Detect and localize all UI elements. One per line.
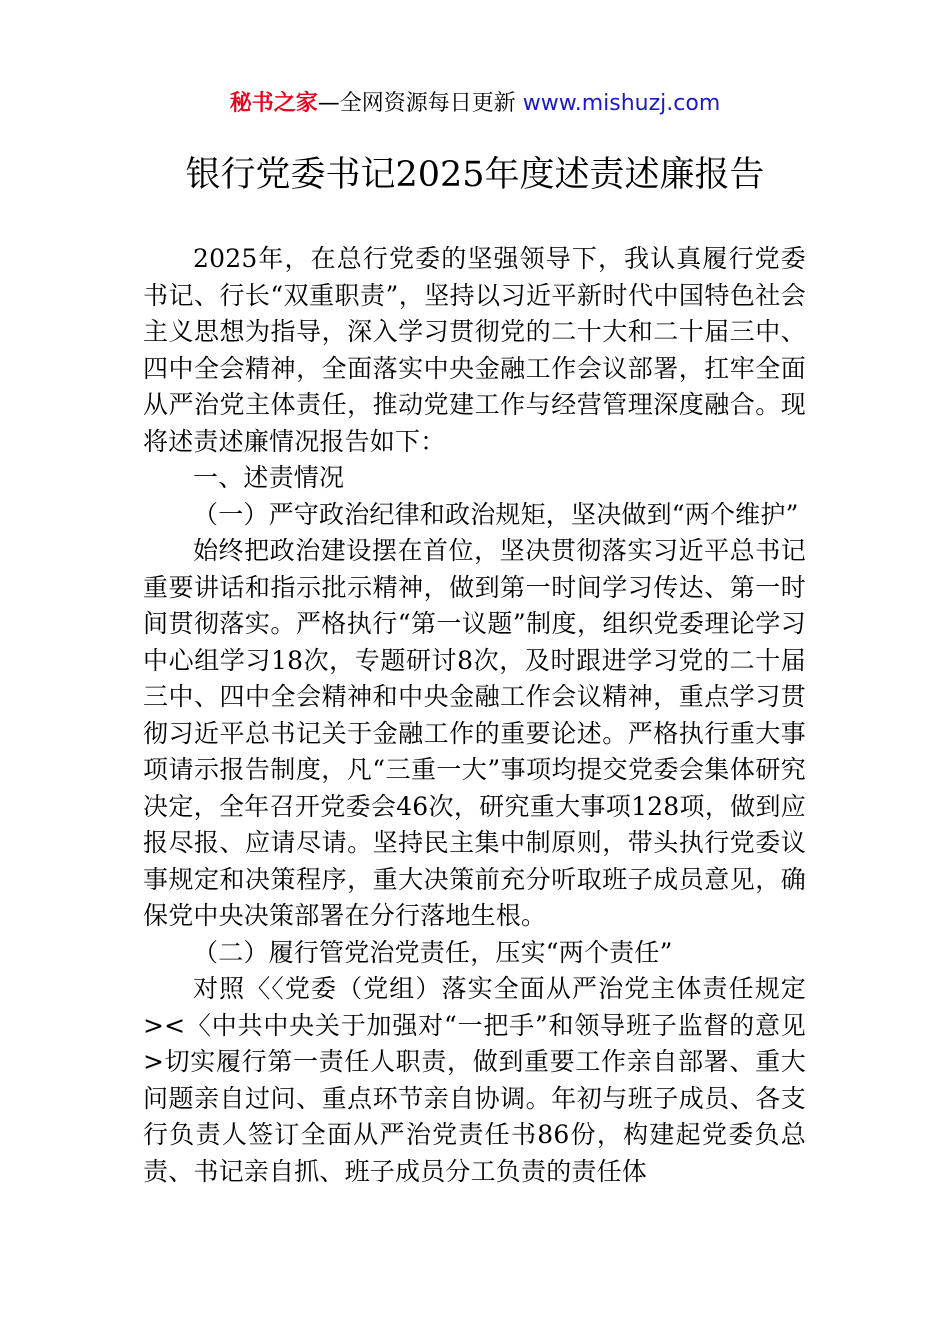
site-url-link[interactable]: www.mishuzj.com xyxy=(522,91,721,116)
site-tagline: —全网资源每日更新 xyxy=(317,91,523,116)
body-paragraph: 对照〈〈党委（党组）落实全面从严治党主体责任规定><〈中共中央关于加强对“一把手”和领导班子监督的意见>切实履行第一责任人职责，做到重要工作亲自部署、重大问题亲自过问、重点环节亲自协调。年初与班子成员、各支行负责人签订全面从严治党责任书86份，构建起党委负总责、书记亲自抓、班子成员分工负责的责任体 xyxy=(143,974,806,1186)
subsection-heading: （一）严守政治纪律和政治规矩，坚决做到“两个维护” xyxy=(193,499,799,529)
section-heading: 一、述责情况 xyxy=(193,463,345,492)
document-body xyxy=(143,241,806,1190)
document-title: 银行党委书记2025年度述责述廉报告 xyxy=(185,155,765,195)
site-header xyxy=(0,88,950,120)
body-paragraph: 始终把政治建设摆在首位，坚决贯彻落实习近平总书记重要讲话和指示批示精神，做到第一时间学习传达、第一时间贯彻落实。严格执行“第一议题”制度，组织党委理论学习中心组学习18次，专题研讨8次，及时跟进学习党的二十届三中、四中全会精神和中央金融工作会议精神，重点学习贯彻习近平总书记关于金融工作的重要论述。严格执行重大事项请示报告制度，凡“三重一大”事项均提交党委会集体研究决定，全年召开党委会46次，研究重大事项128项，做到应报尽报、应请尽请。坚持民主集中制原则，带头执行党委议事规定和决策程序，重大决策前充分听取班子成员意见，确保党中央决策部署在分行落地生根。 xyxy=(143,536,806,930)
intro-paragraph: 2025年，在总行党委的坚强领导下，我认真履行党委书记、行长“双重职责”，坚持以习近平新时代中国特色社会主义思想为指导，深入学习贯彻党的二十大和二十届三中、四中全会精神，全面落实中央金融工作会议部署，扛牢全面从严治党主体责任，推动党建工作与经营管理深度融合。现将述责述廉情况报告如下： xyxy=(143,244,806,456)
site-brand: 秘书之家 xyxy=(229,91,318,116)
subsection-heading: （二）履行管党治党责任，压实“两个责任” xyxy=(193,937,673,967)
